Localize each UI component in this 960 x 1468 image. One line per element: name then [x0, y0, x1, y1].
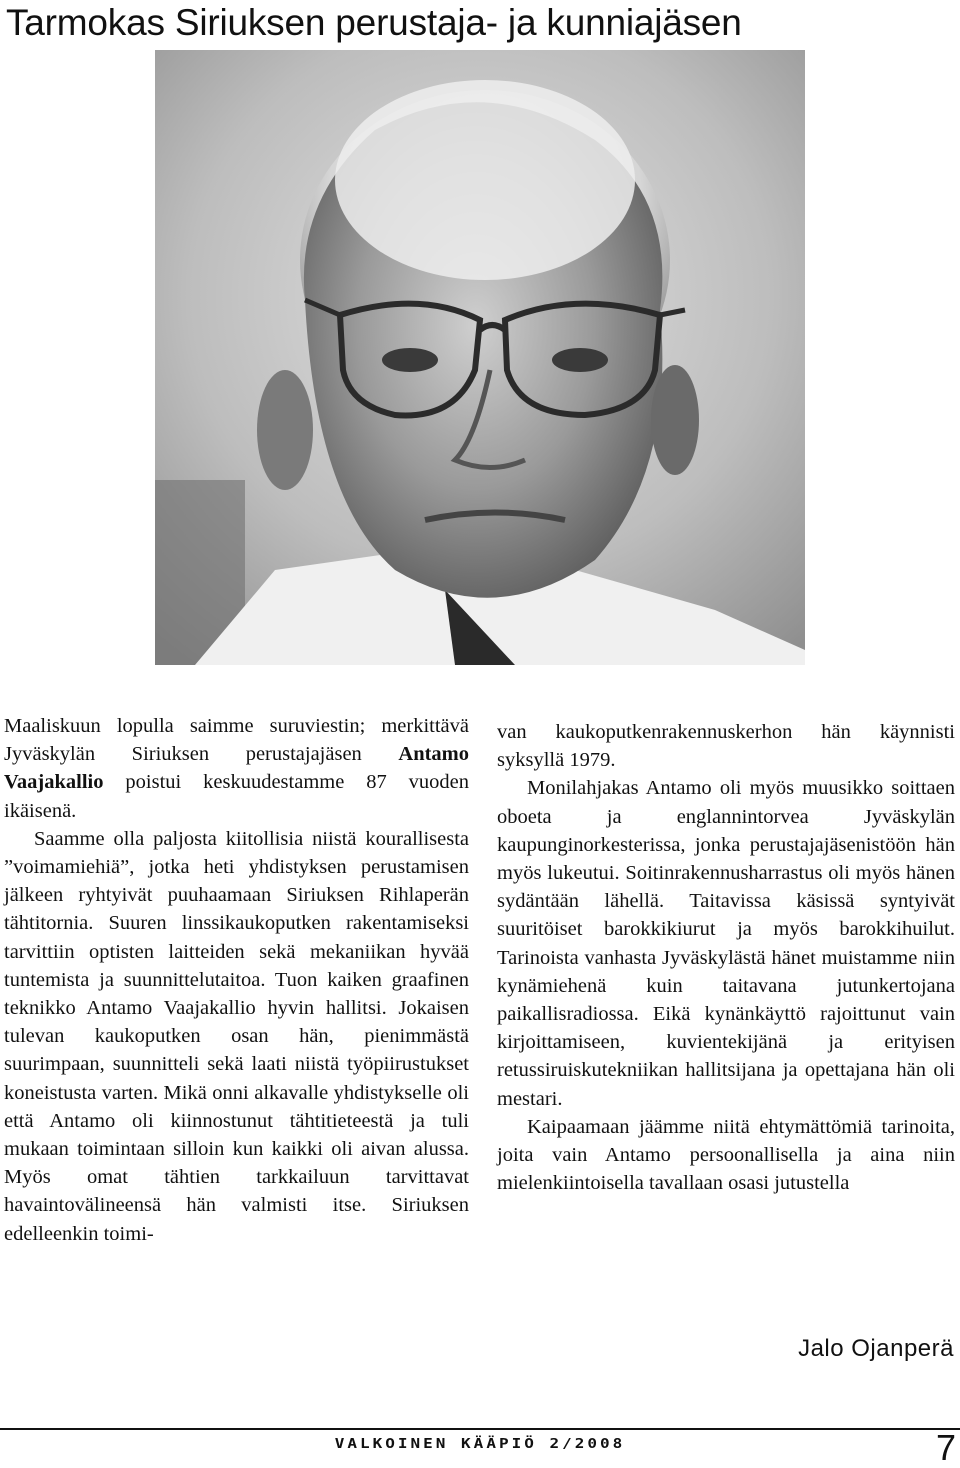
publication-footer: VALKOINEN KÄÄPIÖ 2/2008: [334, 1435, 626, 1452]
right-column: [497, 718, 955, 1197]
person-name: Antamo Vaajakallio: [4, 743, 469, 794]
text-span: Maaliskuun lopulla saimme suruviestin; merkittävä Jyväskylän Siriuksen perustajajäsen: [4, 715, 469, 766]
paragraph: Monilahjakas Antamo oli myös muusikko soittaen oboeta ja englannintorvea Jyväskylän kaupunginorkesterissa, jonka perustajajäsenistöön hän myös lukeutui. Soitinrakennusharrastus oli myös hänen sydäntään lähellä. Taitavissa käsissä syntyivät suuritöiset barokkikiurut ja myös barokkihuilut. Tarinoista vanhasta Jyväskylästä hänet muistamme niin kynämiehenä kuin taitavana jutunkertojana paikallisradiossa. Eikä kynänkäyttö rajoittunut vain kirjoittamiseen, kuvientekijänä ja erityisen retussiruiskutekniikan hallitsijana ja opettajana hän oli mestari.: [497, 777, 955, 1110]
paragraph: [4, 712, 469, 825]
paragraph: Kaipaamaan jäämme niitä ehtymättömiä tarinoita, joita vain Antamo persoonallisella ja aina niin mielenkiintoisella tavallaan osasi jutustella: [497, 1115, 955, 1195]
left-column: [4, 712, 469, 1248]
portrait-photo: [155, 50, 805, 665]
article-title: Tarmokas Siriuksen perustaja- ja kunniajäsen: [6, 2, 742, 43]
footer-rule: [0, 1428, 960, 1430]
author-signature: Jalo Ojanperä: [798, 1335, 954, 1362]
page-number: 7: [935, 1427, 956, 1468]
text-span: poistui keskuudestamme 87 vuoden ikäisenä.: [4, 771, 469, 822]
paragraph: van kaukoputkenrakennuskerhon hän käynnisti syksyllä 1979.: [497, 721, 955, 772]
paragraph: Saamme olla paljosta kiitollisia niistä kourallisesta ”voimamiehiä”, jotka heti yhdistyksen perustamisen jälkeen ryhtyivät puuhaamaan Siriuksen Rihlaperän tähtitornia. Suuren linssikaukoputken rakentamiseksi tarvittiin optisten laitteiden sekä mekaniikan hyvää tuntemista ja suunnittelutaitoa. Tuon kaiken graafinen teknikko Antamo Vaajakallio hyvin hallitsi. Jokaisen tulevan kaukoputken osan hän, pienimmästä suurimpaan, suunnitteli sekä laati niistä työpiirustukset koneistusta varten. Mikä onni alkavalle yhdistykselle oli että Antamo oli kiinnostunut tähtitieteestä ja tuli mukaan toimintaan silloin kun kaikki oli aivan alussa. Myös omat tähtien tarkkailuun tarvittavat havaintovälineensä hän valmisti itse. Siriuksen edelleenkin toimi-: [4, 827, 469, 1245]
